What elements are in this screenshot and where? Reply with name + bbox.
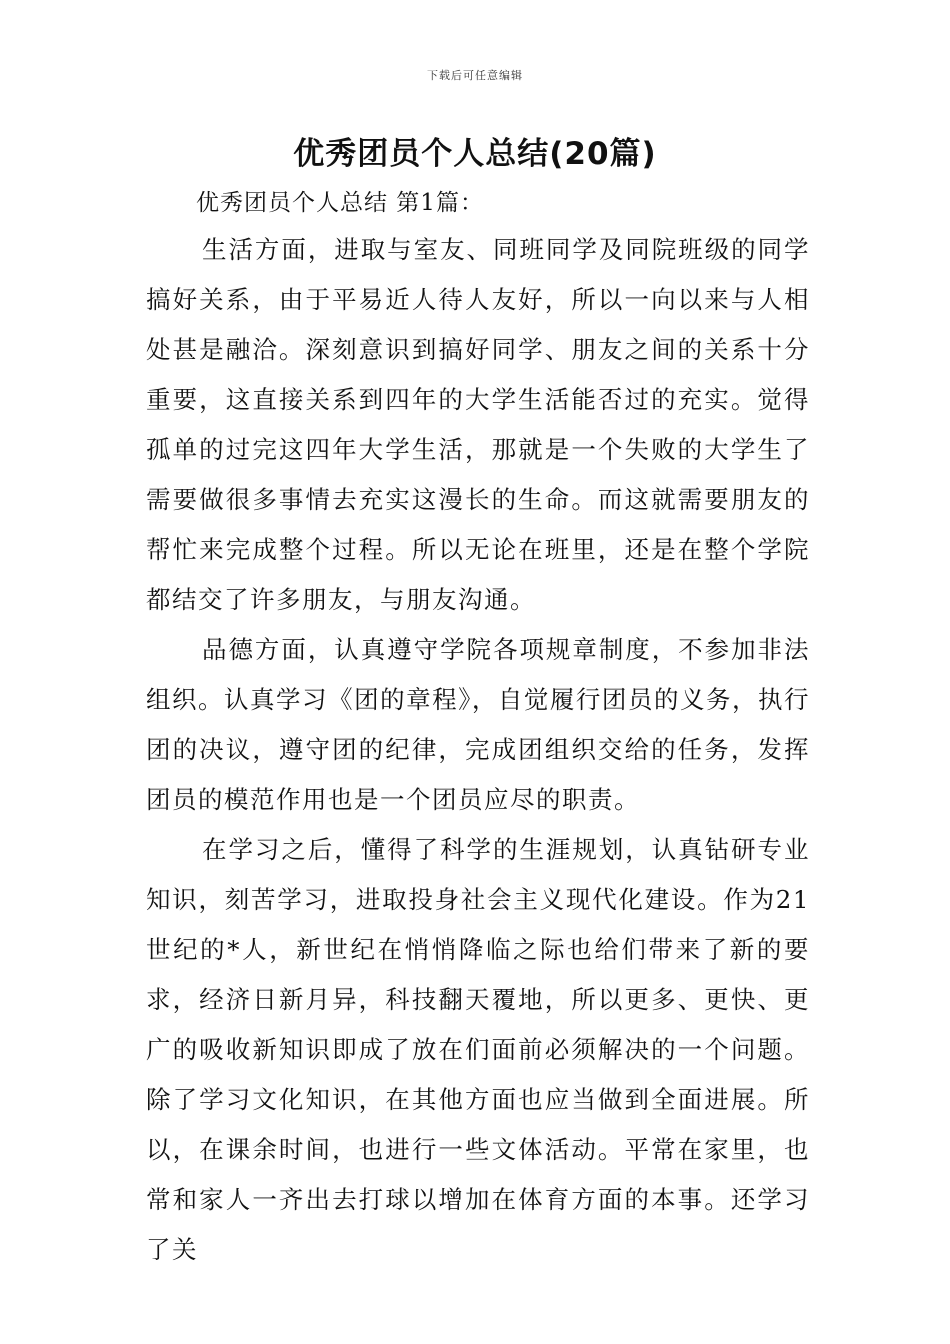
document-subtitle: 优秀团员个人总结 第1篇：: [196, 190, 484, 216]
page-header-note: 下载后可任意编辑: [427, 69, 523, 82]
document-body: [146, 225, 810, 1275]
paragraph-life: 生活方面，进取与室友、同班同学及同院班级的同学搞好关系，由于平易近人待人友好，所以一向以来与人相处甚是融洽。深刻意识到搞好同学、朋友之间的关系十分重要，这直接关系到四年的大学生活能否过的充实。觉得孤单的过完这四年大学生活，那就是一个失败的大学生了需要做很多事情去充实这漫长的生命。而这就需要朋友的帮忙来完成整个过程。所以无论在班里，还是在整个学院都结交了许多朋友，与朋友沟通。: [146, 235, 810, 614]
paragraph-character: 品德方面，认真遵守学院各项规章制度，不参加非法组织。认真学习《团的章程》，自觉履行团员的义务，执行团的决议，遵守团的纪律，完成团组织交给的任务，发挥团员的模范作用也是一个团员应尽的职责。: [146, 635, 810, 814]
document-title: 优秀团员个人总结(20篇): [293, 136, 657, 172]
paragraph-study: 在学习之后，懂得了科学的生涯规划，认真钻研专业知识，刻苦学习，进取投身社会主义现代化建设。作为21世纪的*人，新世纪在悄悄降临之际也给们带来了新的要求，经济日新月异，科技翻天覆地，所以更多、更快、更广的吸收新知识即成了放在们面前必须解决的一个问题。除了学习文化知识，在其他方面也应当做到全面进展。所以，在课余时间，也进行一些文体活动。平常在家里，也常和家人一齐出去打球以增加在体育方面的本事。还学习了关: [146, 835, 810, 1264]
